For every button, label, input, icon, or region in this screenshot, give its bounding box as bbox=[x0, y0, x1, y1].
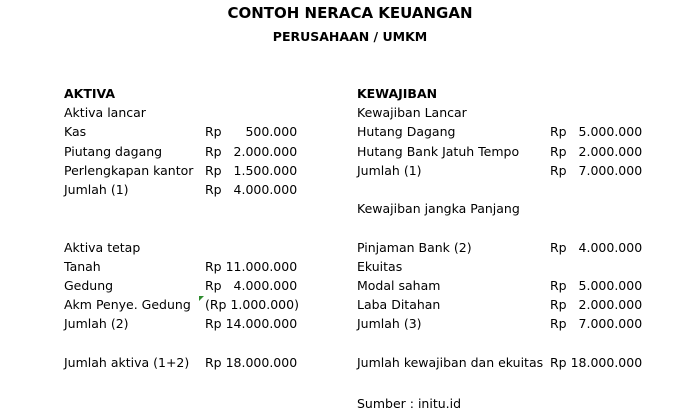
aktiva-row-amount: Rp 11.000.000 bbox=[205, 258, 298, 274]
kewajiban-row-label: Hutang Dagang bbox=[357, 124, 456, 140]
kewajiban-heading: KEWAJIBAN bbox=[357, 86, 438, 101]
kewajiban-row bbox=[357, 180, 657, 199]
kewajiban-row-amount: Rp 2.000.000 bbox=[550, 297, 643, 313]
kewajiban-row-amount: Rp 2.000.000 bbox=[550, 143, 643, 159]
kewajiban-row bbox=[357, 161, 657, 180]
aktiva-row-label: Aktiva tetap bbox=[64, 239, 141, 255]
aktiva-row bbox=[64, 314, 304, 333]
aktiva-rows bbox=[64, 103, 304, 372]
aktiva-row-amount: (Rp 1.000.000) bbox=[205, 297, 299, 313]
aktiva-row bbox=[64, 122, 304, 141]
kewajiban-row bbox=[357, 295, 657, 314]
aktiva-section bbox=[64, 84, 304, 372]
aktiva-row-amount: Rp 4.000.000 bbox=[205, 277, 298, 293]
source-note: Sumber : initu.id bbox=[357, 396, 462, 411]
kewajiban-rows bbox=[357, 103, 657, 372]
aktiva-row bbox=[64, 238, 304, 257]
kewajiban-row-label: Laba Ditahan bbox=[357, 297, 441, 313]
aktiva-row-label: Aktiva lancar bbox=[64, 105, 146, 121]
aktiva-row-label: Gedung bbox=[64, 277, 114, 293]
aktiva-row bbox=[64, 295, 304, 314]
kewajiban-row-amount: Rp 5.000.000 bbox=[550, 277, 643, 293]
kewajiban-row bbox=[357, 199, 657, 218]
aktiva-row-amount: Rp 14.000.000 bbox=[205, 316, 298, 332]
aktiva-row-amount: Rp 18.000.000 bbox=[205, 354, 298, 370]
aktiva-row bbox=[64, 180, 304, 199]
aktiva-row-amount: Rp 500.000 bbox=[205, 124, 298, 140]
kewajiban-row-amount: Rp 7.000.000 bbox=[550, 316, 643, 332]
kewajiban-row-label: Modal saham bbox=[357, 277, 441, 293]
kewajiban-row bbox=[357, 103, 657, 122]
aktiva-row bbox=[64, 276, 304, 295]
kewajiban-row bbox=[357, 257, 657, 276]
kewajiban-row-label: Kewajiban Lancar bbox=[357, 105, 467, 121]
kewajiban-section bbox=[357, 84, 657, 372]
kewajiban-row bbox=[357, 122, 657, 141]
kewajiban-row bbox=[357, 314, 657, 333]
kewajiban-row-label: Jumlah kewajiban dan ekuitas bbox=[357, 354, 544, 370]
aktiva-row-label: Jumlah aktiva (1+2) bbox=[64, 354, 190, 370]
kewajiban-row-label: Jumlah (1) bbox=[357, 162, 422, 178]
aktiva-row-label: Akm Penye. Gedung bbox=[64, 297, 191, 313]
aktiva-row bbox=[64, 103, 304, 122]
page-subtitle: PERUSAHAAN / UMKM bbox=[272, 29, 428, 44]
kewajiban-row-label: Pinjaman Bank (2) bbox=[357, 239, 472, 255]
kewajiban-row-amount: Rp 5.000.000 bbox=[550, 124, 643, 140]
aktiva-row-label: Piutang dagang bbox=[64, 143, 163, 159]
aktiva-row bbox=[64, 353, 304, 372]
kewajiban-row-amount: Rp 7.000.000 bbox=[550, 162, 643, 178]
kewajiban-row-amount: Rp 4.000.000 bbox=[550, 239, 643, 255]
aktiva-row-amount: Rp 1.500.000 bbox=[205, 162, 298, 178]
kewajiban-row bbox=[357, 218, 657, 237]
kewajiban-row bbox=[357, 353, 657, 372]
aktiva-row-amount: Rp 4.000.000 bbox=[205, 181, 298, 197]
aktiva-row-amount: Rp 2.000.000 bbox=[205, 143, 298, 159]
aktiva-row bbox=[64, 142, 304, 161]
aktiva-row bbox=[64, 333, 304, 352]
aktiva-row-label: Kas bbox=[64, 124, 87, 140]
kewajiban-row-label: Hutang Bank Jatuh Tempo bbox=[357, 143, 520, 159]
comment-marker-icon bbox=[199, 296, 204, 301]
aktiva-row-label: Perlengkapan kantor bbox=[64, 162, 194, 178]
kewajiban-row bbox=[357, 142, 657, 161]
kewajiban-row bbox=[357, 333, 657, 352]
aktiva-heading: AKTIVA bbox=[64, 86, 116, 101]
kewajiban-row-amount: Rp 18.000.000 bbox=[550, 354, 643, 370]
kewajiban-row-label: Ekuitas bbox=[357, 258, 403, 274]
aktiva-row-label: Jumlah (1) bbox=[64, 181, 129, 197]
aktiva-row bbox=[64, 161, 304, 180]
kewajiban-row bbox=[357, 238, 657, 257]
page-title: CONTOH NERACA KEUANGAN bbox=[227, 4, 473, 22]
aktiva-row-label: Jumlah (2) bbox=[64, 316, 129, 332]
kewajiban-row-label: Kewajiban jangka Panjang bbox=[357, 201, 520, 217]
aktiva-row bbox=[64, 218, 304, 237]
aktiva-row bbox=[64, 199, 304, 218]
kewajiban-row bbox=[357, 276, 657, 295]
aktiva-row-label: Tanah bbox=[64, 258, 101, 274]
aktiva-row bbox=[64, 257, 304, 276]
kewajiban-row-label: Jumlah (3) bbox=[357, 316, 422, 332]
